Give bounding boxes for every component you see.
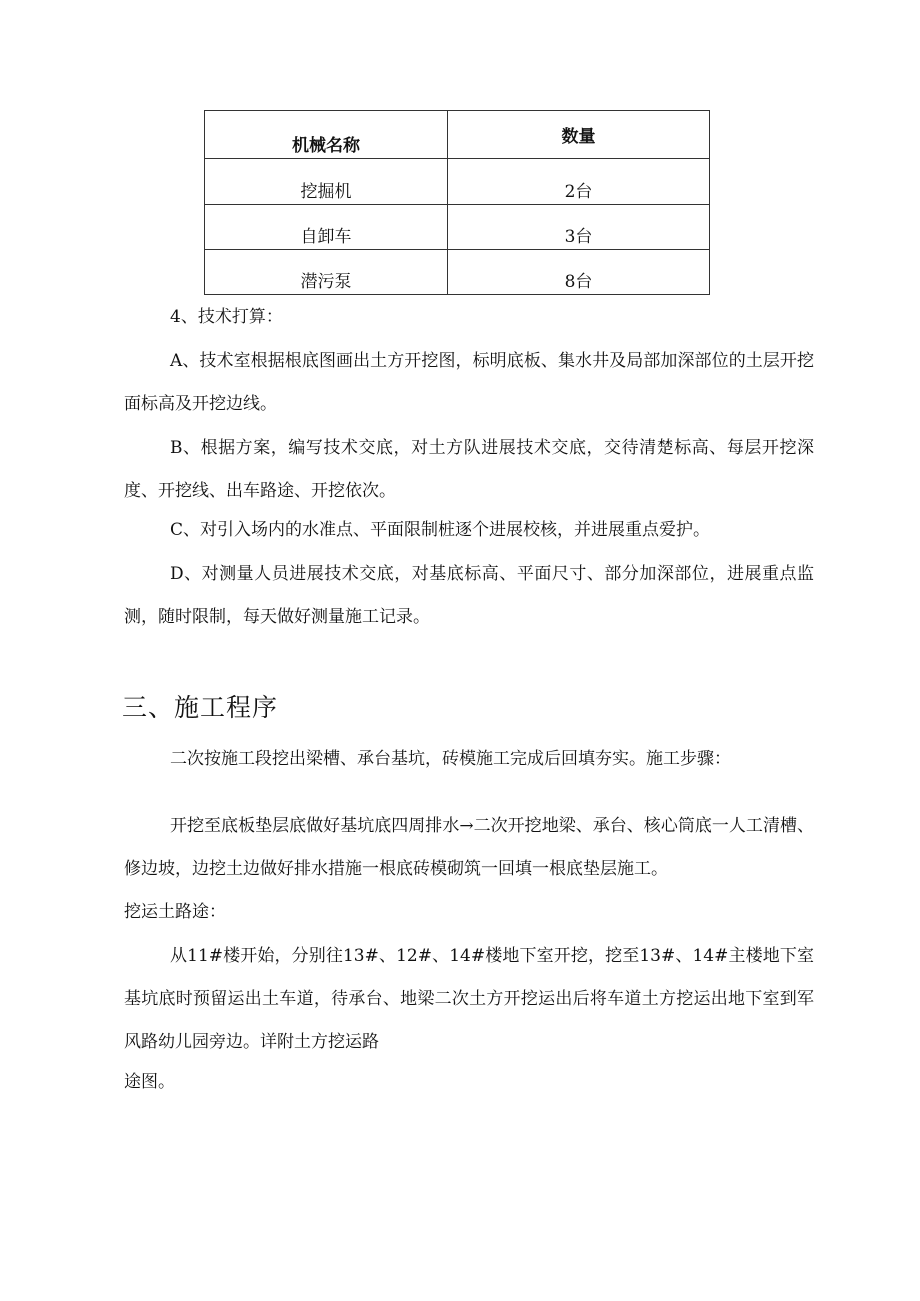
cell-machine-name: 潜污泵 [205,250,448,295]
table-row [205,250,710,295]
section-3-heading: 三、施工程序 [122,693,279,722]
cell-machine-name: 挖掘机 [205,159,448,205]
table-header-row [205,111,710,159]
cell-quantity: 2台 [448,159,710,205]
route-description: 从11#楼开始，分别往13#、12#、14#楼地下室开挖，挖至13#、14#主楼地下室基坑底时预留运出土车道，待承台、地梁二次土方开挖运出后将车道土方挖运出地下室到军风路幼儿园旁边。详附土方挖运路 [124,946,814,1052]
procedure-steps: 开挖至底板垫层底做好基坑底四周排水→二次开挖地梁、承台、核心筒底一人工清槽、修边坡，边挖土边做好排水措施一根底砖模砌筑一回填一根底垫层施工。 [124,816,814,879]
tech-item-a: A、技术室根据根底图画出土方开挖图，标明底板、集水井及局部加深部位的土层开挖面标高及开挖边线。 [124,351,814,414]
table-row [205,159,710,205]
cell-quantity: 8台 [448,250,710,295]
header-machine-name: 机械名称 [205,111,448,159]
procedure-intro: 二次按施工段挖出梁槽、承台基坑，砖模施工完成后回填夯实。施工步骤： [170,749,731,769]
cell-machine-name: 自卸车 [205,205,448,250]
tech-item-c: C、对引入场内的水准点、平面限制桩逐个进展校核，并进展重点爱护。 [170,520,711,540]
table-row [205,205,710,250]
route-label: 挖运土路途： [124,902,226,922]
header-quantity: 数量 [448,111,710,159]
section-4-title: 4、技术打算： [170,307,283,327]
machinery-table [204,110,710,295]
route-description-end: 途图。 [124,1072,175,1092]
tech-item-d: D、对测量人员进展技术交底，对基底标高、平面尺寸、部分加深部位，进展重点监测，随时限制，每天做好测量施工记录。 [124,564,814,627]
tech-item-b: B、根据方案，编写技术交底，对土方队进展技术交底，交待清楚标高、每层开挖深度、开挖线、出车路途、开挖依次。 [124,438,814,501]
cell-quantity: 3台 [448,205,710,250]
